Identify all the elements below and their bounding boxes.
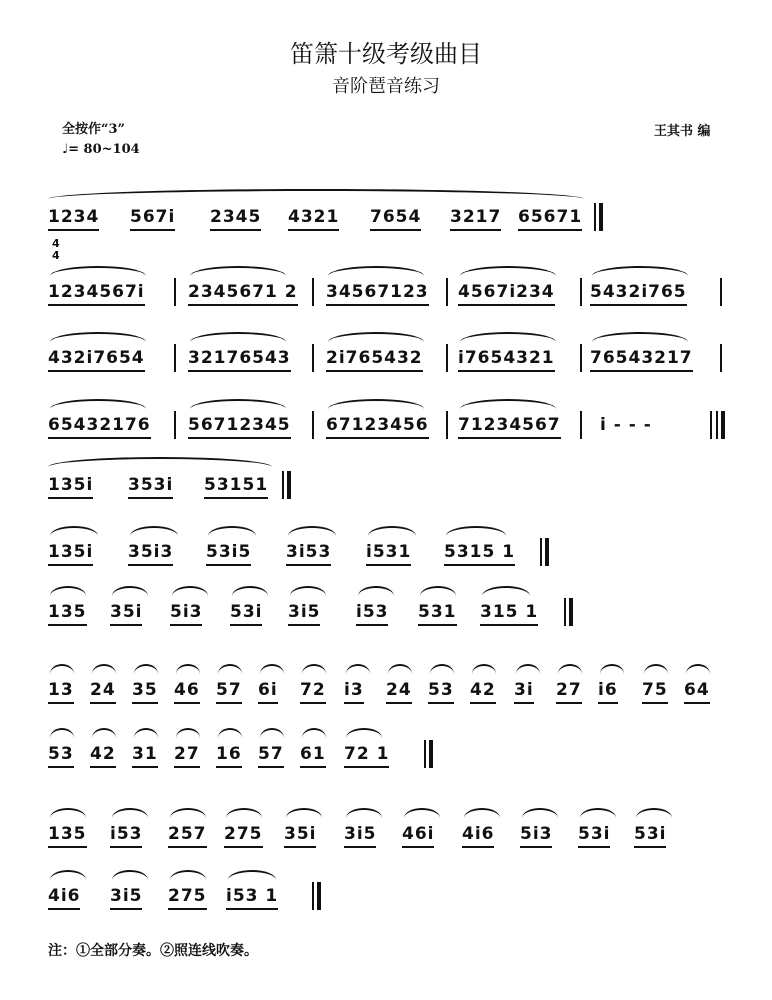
note-group: 53i5 xyxy=(206,542,252,562)
final-bar-thin xyxy=(594,203,596,231)
slur xyxy=(460,399,556,409)
note-group: 24 xyxy=(90,680,116,700)
note-group: 16 xyxy=(216,744,242,764)
slur xyxy=(404,808,440,818)
slur xyxy=(328,266,424,276)
note-group: 67123456 xyxy=(326,415,429,435)
slur xyxy=(232,586,268,596)
slur xyxy=(328,332,424,342)
slur xyxy=(388,664,412,674)
final-bar-thin xyxy=(282,471,284,499)
note-group: 353i xyxy=(128,475,174,495)
note-group: 3217 xyxy=(450,207,502,227)
slur xyxy=(112,870,148,880)
note-group: 5432i765 xyxy=(590,282,687,302)
final-bar-thick xyxy=(287,471,291,499)
note-group: 42 xyxy=(90,744,116,764)
note-group: 3i5 xyxy=(288,602,321,622)
slur xyxy=(472,664,496,674)
slur xyxy=(176,664,200,674)
slur xyxy=(218,664,242,674)
slur xyxy=(50,399,146,409)
slur xyxy=(170,870,206,880)
final-bar-thin xyxy=(312,882,314,910)
bar-line xyxy=(580,411,582,439)
slur xyxy=(228,870,276,880)
note-group: 57 xyxy=(258,744,284,764)
slur xyxy=(50,586,86,596)
slur xyxy=(208,526,256,536)
note-group: 567i xyxy=(130,207,176,227)
slur xyxy=(302,664,326,674)
note-group: 31 xyxy=(132,744,158,764)
note-group: i6 xyxy=(598,680,618,700)
note-group: 4321 xyxy=(288,207,340,227)
final-bar-thick xyxy=(569,598,573,626)
phrase-slur xyxy=(48,457,272,467)
slur xyxy=(50,728,74,738)
note-group: 64 xyxy=(684,680,710,700)
note-group: 35i xyxy=(284,824,317,844)
slur xyxy=(516,664,540,674)
note-group: 56712345 xyxy=(188,415,291,435)
note-group: 7654 xyxy=(370,207,422,227)
time-signature: 4 4 xyxy=(52,237,60,262)
slur xyxy=(368,526,416,536)
slur xyxy=(134,728,158,738)
note-group: 135 xyxy=(48,602,87,622)
bar-line xyxy=(312,411,314,439)
note-group: 275 xyxy=(168,886,207,906)
slur xyxy=(286,808,322,818)
note-group: 2i765432 xyxy=(326,348,423,368)
final-bar-thick xyxy=(599,203,603,231)
slur xyxy=(112,808,148,818)
note-group: 2345 xyxy=(210,207,262,227)
note-group: i7654321 xyxy=(458,348,555,368)
note-group: 3i5 xyxy=(344,824,377,844)
note-group: 275 xyxy=(224,824,263,844)
note-group: 75 xyxy=(642,680,668,700)
slur xyxy=(420,586,456,596)
bar-line xyxy=(446,344,448,372)
note-group: 3i xyxy=(514,680,534,700)
final-bar-thick xyxy=(429,740,433,768)
bar-line xyxy=(312,278,314,306)
slur xyxy=(112,586,148,596)
slur xyxy=(558,664,582,674)
slur xyxy=(522,808,558,818)
bar-line xyxy=(446,411,448,439)
note-group: 4i6 xyxy=(462,824,495,844)
slur xyxy=(346,728,382,738)
note-group: i53 xyxy=(110,824,143,844)
slur xyxy=(482,586,530,596)
note-group: 35i xyxy=(110,602,143,622)
slur xyxy=(170,808,206,818)
note-group: 315 1 xyxy=(480,602,539,622)
phrase-slur xyxy=(48,189,584,199)
slur xyxy=(464,808,500,818)
slur xyxy=(172,586,208,596)
note-group: i53 1 xyxy=(226,886,279,906)
slur xyxy=(50,664,74,674)
final-bar-thick xyxy=(317,882,321,910)
final-bar-thin xyxy=(564,598,566,626)
slur xyxy=(92,728,116,738)
page-title: 笛箫十级考级曲目 xyxy=(290,40,482,68)
slur xyxy=(290,586,326,596)
slur xyxy=(50,808,86,818)
slur xyxy=(636,808,672,818)
slur xyxy=(260,728,284,738)
slur xyxy=(592,266,688,276)
note-group: 76543217 xyxy=(590,348,693,368)
note-group: 35i3 xyxy=(128,542,174,562)
note-group: 34567123 xyxy=(326,282,429,302)
final-bar-thick xyxy=(545,538,549,566)
bar-line xyxy=(174,278,176,306)
slur xyxy=(260,664,284,674)
note-group: 53i xyxy=(230,602,263,622)
note-group: 42 xyxy=(470,680,496,700)
bar-line xyxy=(710,411,712,439)
bar-line xyxy=(720,278,722,306)
note-group: 71234567 xyxy=(458,415,561,435)
note-group: 53151 xyxy=(204,475,269,495)
slur xyxy=(50,332,146,342)
note-group: 4i6 xyxy=(48,886,81,906)
slur xyxy=(446,526,506,536)
note-group: i53 xyxy=(356,602,389,622)
note-group: 135 xyxy=(48,824,87,844)
slur xyxy=(50,526,98,536)
note-group: i - - - xyxy=(600,415,652,435)
page-subtitle: 音阶琶音练习 xyxy=(332,76,440,97)
note-group: 32176543 xyxy=(188,348,291,368)
slur xyxy=(346,664,370,674)
slur xyxy=(218,728,242,738)
final-bar-thin xyxy=(540,538,542,566)
note-group: 72 xyxy=(300,680,326,700)
note-group: i3 xyxy=(344,680,364,700)
note-group: 531 xyxy=(418,602,457,622)
note-group: 432i7654 xyxy=(48,348,145,368)
final-bar-thin xyxy=(424,740,426,768)
slur xyxy=(600,664,624,674)
note-group: 27 xyxy=(556,680,582,700)
note-group: 135i xyxy=(48,542,94,562)
note-group: 57 xyxy=(216,680,242,700)
slur xyxy=(288,526,336,536)
bar-line xyxy=(580,278,582,306)
note-group: 53i xyxy=(634,824,667,844)
slur xyxy=(346,808,382,818)
note-group: 257 xyxy=(168,824,207,844)
final-bar-thick xyxy=(721,411,725,439)
note-group: 65432176 xyxy=(48,415,151,435)
note-group: 53 xyxy=(428,680,454,700)
note-group: 46i xyxy=(402,824,435,844)
bar-line xyxy=(720,344,722,372)
footnote: 注：①全部分奏。②照连线吹奏。 xyxy=(48,943,258,959)
note-group: 5i3 xyxy=(170,602,203,622)
slur xyxy=(190,266,286,276)
composer-credit: 王其书 编 xyxy=(654,124,711,139)
note-group: 3i53 xyxy=(286,542,332,562)
slur xyxy=(358,586,394,596)
slur xyxy=(50,870,86,880)
slur xyxy=(302,728,326,738)
slur xyxy=(134,664,158,674)
note-group: 1234 xyxy=(48,207,100,227)
note-group: 35 xyxy=(132,680,158,700)
slur xyxy=(460,266,556,276)
fingering-label: 全按作“3” xyxy=(62,122,126,137)
bar-line xyxy=(446,278,448,306)
bar-line xyxy=(580,344,582,372)
note-group: 5315 1 xyxy=(444,542,516,562)
note-group: 6i xyxy=(258,680,278,700)
note-group: 4567i234 xyxy=(458,282,555,302)
note-group: 1234567i xyxy=(48,282,145,302)
slur xyxy=(190,399,286,409)
slur xyxy=(592,332,688,342)
note-group: 3i5 xyxy=(110,886,143,906)
note-group: 46 xyxy=(174,680,200,700)
slur xyxy=(176,728,200,738)
note-group: 135i xyxy=(48,475,94,495)
slur xyxy=(460,332,556,342)
note-group: 2345671 2 xyxy=(188,282,298,302)
note-group: 72 1 xyxy=(344,744,390,764)
slur xyxy=(686,664,710,674)
note-group: 13 xyxy=(48,680,74,700)
bar-line xyxy=(174,344,176,372)
note-group: 5i3 xyxy=(520,824,553,844)
slur xyxy=(430,664,454,674)
note-group: 53 xyxy=(48,744,74,764)
slur xyxy=(226,808,262,818)
final-bar-thin xyxy=(716,411,718,439)
slur xyxy=(644,664,668,674)
note-group: 27 xyxy=(174,744,200,764)
slur xyxy=(130,526,178,536)
slur xyxy=(328,399,424,409)
note-group: 61 xyxy=(300,744,326,764)
bar-line xyxy=(312,344,314,372)
slur xyxy=(580,808,616,818)
note-group: 24 xyxy=(386,680,412,700)
note-group: i531 xyxy=(366,542,412,562)
note-group: 65671 xyxy=(518,207,583,227)
slur xyxy=(50,266,146,276)
note-group: 53i xyxy=(578,824,611,844)
slur xyxy=(92,664,116,674)
tempo-marking: ♩= 80~104 xyxy=(62,142,140,157)
bar-line xyxy=(174,411,176,439)
slur xyxy=(190,332,286,342)
